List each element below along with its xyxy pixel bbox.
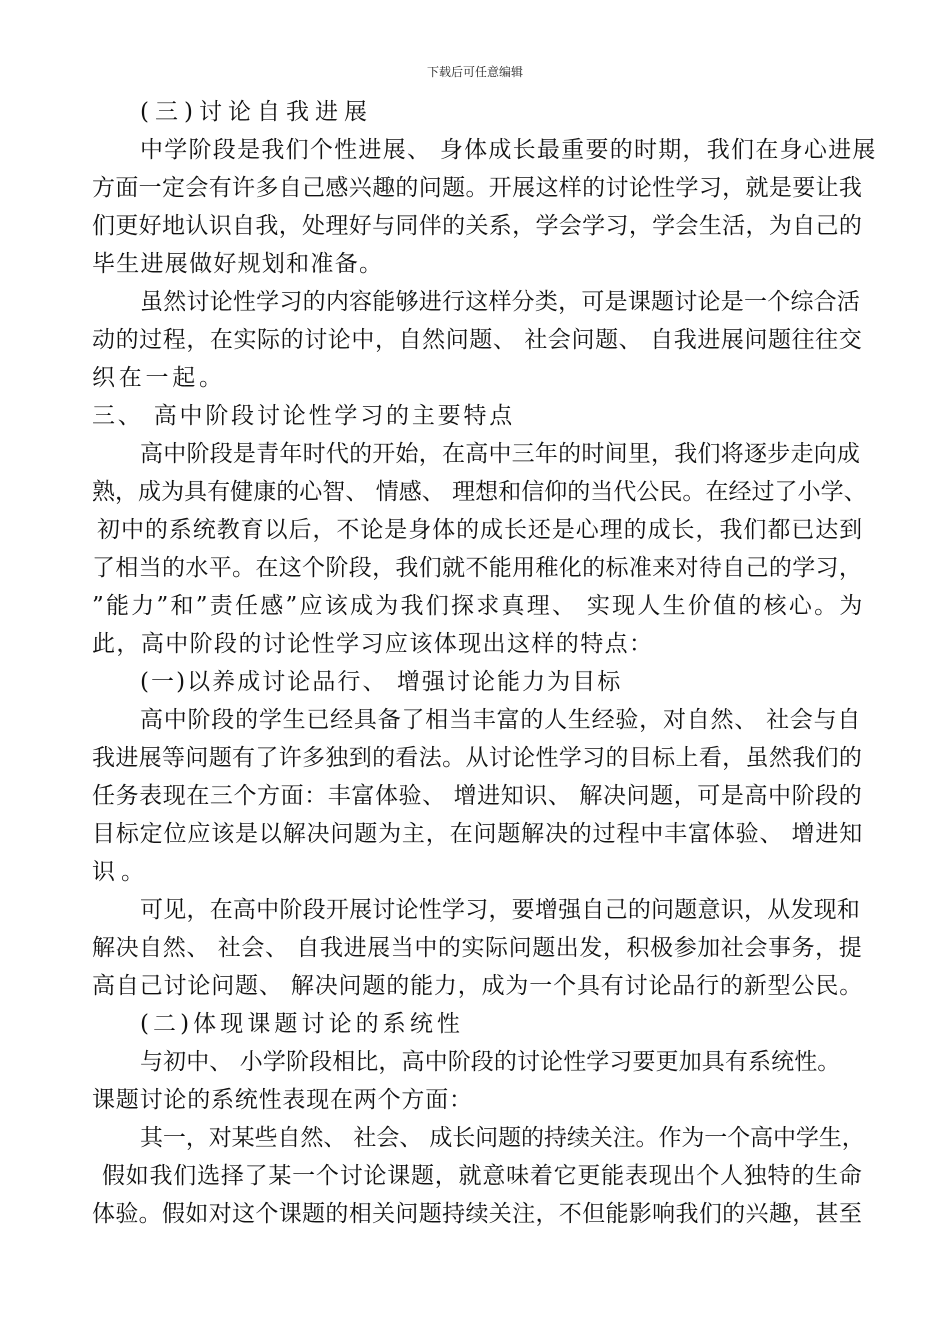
- paragraph-line: 与初中、 小学阶段相比，高中阶段的讨论性学习要更加具有系统性。: [140, 1049, 841, 1075]
- paragraph-line: 任务表现在三个方面：丰富体验、 增进知识、 解决问题，可是高中阶段的: [92, 783, 863, 809]
- section-heading-main: 三、 高中阶段讨论性学习的主要特点: [92, 403, 516, 429]
- paragraph-line: 高自己讨论问题、 解决问题的能力，成为一个具有讨论品行的新型公民。: [92, 973, 864, 999]
- paragraph-line: 识。: [92, 859, 150, 885]
- section-heading-1: (一)以养成讨论品行、 增强讨论能力为目标: [140, 669, 623, 695]
- paragraph-line: 们更好地认识自我，处理好与同伴的关系，学会学习，学会生活，为自己的: [92, 213, 863, 239]
- section-heading-3: (三)讨论自我进展: [140, 99, 373, 125]
- paragraph-line: 虽然讨论性学习的内容能够进行这样分类，可是课题讨论是一个综合活: [140, 289, 861, 315]
- paragraph-line: 初中的系统教育以后，不论是身体的成长还是心理的成长，我们都已达到: [97, 517, 864, 543]
- paragraph-line: 目标定位应该是以解决问题为主，在问题解决的过程中丰富体验、 增进知: [92, 821, 864, 847]
- paragraph-line: ”能力”和”责任感”应该成为我们探求真理、 实现人生价值的核心。为: [92, 593, 865, 619]
- paragraph-line: 课题讨论的系统性表现在两个方面：: [92, 1087, 473, 1113]
- paragraph-line: 假如我们选择了某一个讨论课题，就意味着它更能表现出个人独特的生命: [102, 1163, 863, 1189]
- paragraph-line: 此，高中阶段的讨论性学习应该体现出这样的特点：: [92, 631, 654, 657]
- paragraph-line: 其一，对某些自然、 社会、 成长问题的持续关注。作为一个高中学生，: [140, 1125, 865, 1151]
- paragraph-line: 动的过程，在实际的讨论中，自然问题、 社会问题、 自我进展问题往往交: [92, 327, 863, 353]
- paragraph-line: 我进展等问题有了许多独到的看法。从讨论性学习的目标上看，虽然我们的: [92, 745, 863, 771]
- section-heading-2: (二)体现课题讨论的系统性: [140, 1011, 464, 1037]
- paragraph-line: 体验。假如对这个课题的相关问题持续关注，不但能影响我们的兴趣，甚至: [92, 1201, 863, 1227]
- paragraph-line: 了相当的水平。在这个阶段，我们就不能用稚化的标准来对待自己的学习，: [92, 555, 863, 581]
- paragraph-line: 可见，在高中阶段开展讨论性学习，要增强自己的问题意识，从发现和: [140, 897, 861, 923]
- paragraph-line: 高中阶段是青年时代的开始，在高中三年的时间里，我们将逐步走向成: [140, 441, 861, 467]
- paragraph-line: 解决自然、 社会、 自我进展当中的实际问题出发，积极参加社会事务，提: [92, 935, 863, 961]
- header-note: 下载后可任意编辑: [426, 65, 523, 79]
- paragraph-line: 方面一定会有许多自己感兴趣的问题。开展这样的讨论性学习，就是要让我: [92, 175, 863, 201]
- paragraph-line: 中学阶段是我们个性进展、 身体成长最重要的时期，我们在身心进展: [140, 137, 877, 163]
- paragraph-line: 织在一起。: [92, 365, 226, 391]
- paragraph-line: 高中阶段的学生已经具备了相当丰富的人生经验，对自然、 社会与自: [140, 707, 862, 733]
- paragraph-line: 熟，成为具有健康的心智、 情感、 理想和信仰的当代公民。在经过了小学、: [92, 479, 867, 505]
- paragraph-line: 毕生进展做好规划和准备。: [92, 251, 384, 277]
